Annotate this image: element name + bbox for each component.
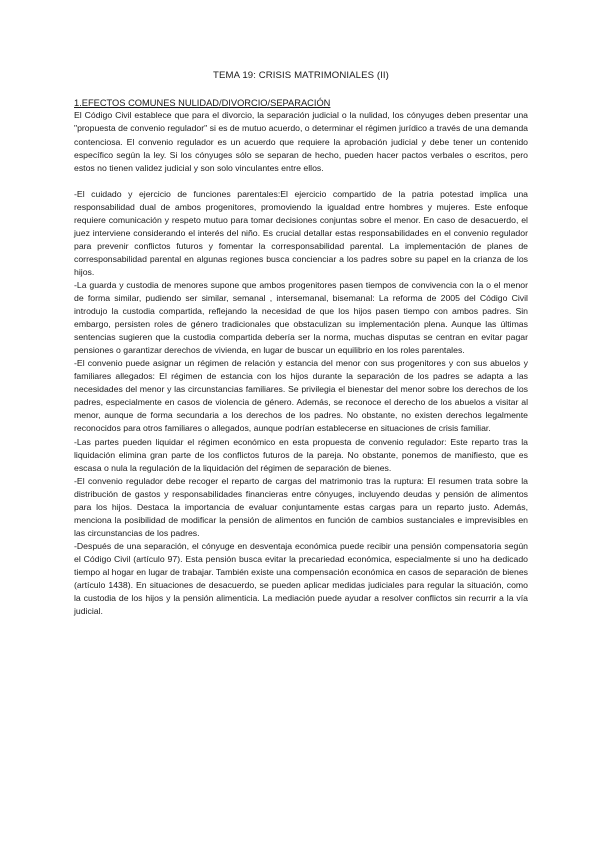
paragraph-guarda-custodia: -La guarda y custodia de menores supone que ambos progenitores pasen tiempos de convivencia con la o el menor de forma similar, pudiendo ser similar, semanal , intersemanal, bisemanal: La reforma de 2005 del Código Civil introdujo la custodia compartida, reflejando la necesidad de que los hijos pasen tiempo con ambos padres. Sin embargo, persisten roles de género tradicionales que obstaculizan su implementación plena. Aunque las últimas sentencias sugieren que la custodia compartida debería ser la norma, muchas disputas se centran en evitar pagar pensiones o garantizar derechos de vivienda, en lugar de buscar un equilibrio en los roles parentales. — [74, 279, 528, 356]
intro-paragraph: El Código Civil establece que para el divorcio, la separación judicial o la nulidad, los cónyuges deben presentar una "propuesta de convenio regulador" si es de mutuo acuerdo, o determinar el régimen jurídico a través de una demanda contenciosa. El convenio regulador es un acuerdo que requiere la aprobación judicial y debe tener un contenido específico según la ley. Si los cónyuges sólo se separan de hecho, pueden hacer pactos verbales o escritos, pero estos no tienen validez judicial y son solo vinculantes entre ellos. — [74, 110, 528, 173]
document-page — [74, 70, 528, 618]
paragraph-regimen-estancia: -El convenio puede asignar un régimen de relación y estancia del menor con sus progenitores y con sus abuelos y familiares allegados: El régimen de estancia con los hijos durante la separación de los padres se adapta a las necesidades del menor y las circunstancias familiares. Se privilegia el bienestar del menor sobre los derechos de los padres, especialmente en casos de violencia de género. Además, se reconoce el derecho de los abuelos a visitar al menor, aunque de forma secundaria a los derechos de los padres. No obstante, no existen derechos legalmente reconocidos para otros familiares o allegados, aunque podrían establecerse en situaciones de crisis familiar. — [74, 358, 528, 434]
paragraph-regimen-economico: -Las partes pueden liquidar el régimen económico en esta propuesta de convenio regulador: Este reparto tras la liquidación elimina gran parte de los conflictos futuros de la pareja. No obstante, ponemos de manifiesto, que es escasa o nula la regulación de la liquidación del régimen de separación de bienes. — [74, 436, 528, 473]
section-heading: 1.EFECTOS COMUNES NULIDAD/DIVORCIO/SEPARACIÓN — [74, 98, 331, 108]
paragraph-reparto-cargas: -El convenio regulador debe recoger el reparto de cargas del matrimonio tras la ruptura: El resumen trata sobre la distribución de gastos y responsabilidades financieras entre cónyuges, incluyendo deudas y pensión de alimentos para los hijos. Destaca la importancia de evaluar conjuntamente estas cargas para un reparto justo. Además, menciona la posibilidad de modificar la pensión de alimentos en función de cambios sustanciales e imprevisibles en las circunstancias de los padres. — [74, 475, 528, 538]
paragraph-pension-compensatoria: -Después de una separación, el cónyuge en desventaja económica puede recibir una pensión compensatoria según el Código Civil (artículo 97). Esta pensión busca evitar la precariedad económica, especialmente si uno ha dedicado tiempo al hogar en lugar de trabajar. También existe una compensación económica en casos de separación de bienes (artículo 1438). En situaciones de desacuerdo, se pueden aplicar medidas judiciales para regular la situación, como la custodia de los hijos y la pensión alimenticia. La mediación puede ayudar a resolver conflictos sin recurrir a la vía judicial. — [74, 540, 528, 617]
document-title: TEMA 19: CRISIS MATRIMONIALES (II) — [213, 70, 389, 81]
paragraph-funciones-parentales: -El cuidado y ejercicio de funciones parentales:El ejercicio compartido de la patria potestad implica una responsabilidad dual de ambos progenitores, promoviendo la igualdad entre hombres y mujeres. Este enfoque requiere comunicación y respeto mutuo para tomar decisiones conjuntas sobre el menor. En caso de desacuerdo, el juez interviene considerando el interés del niño. Es crucial detallar estas responsabilidades en el convenio regulador para prevenir conflictos futuros y fomentar la corresponsabilidad parental. La implementación de planes de corresponsabilidad parental en algunas regiones busca concienciar a los padres sobre su papel en la crianza de los hijos. — [74, 188, 528, 277]
